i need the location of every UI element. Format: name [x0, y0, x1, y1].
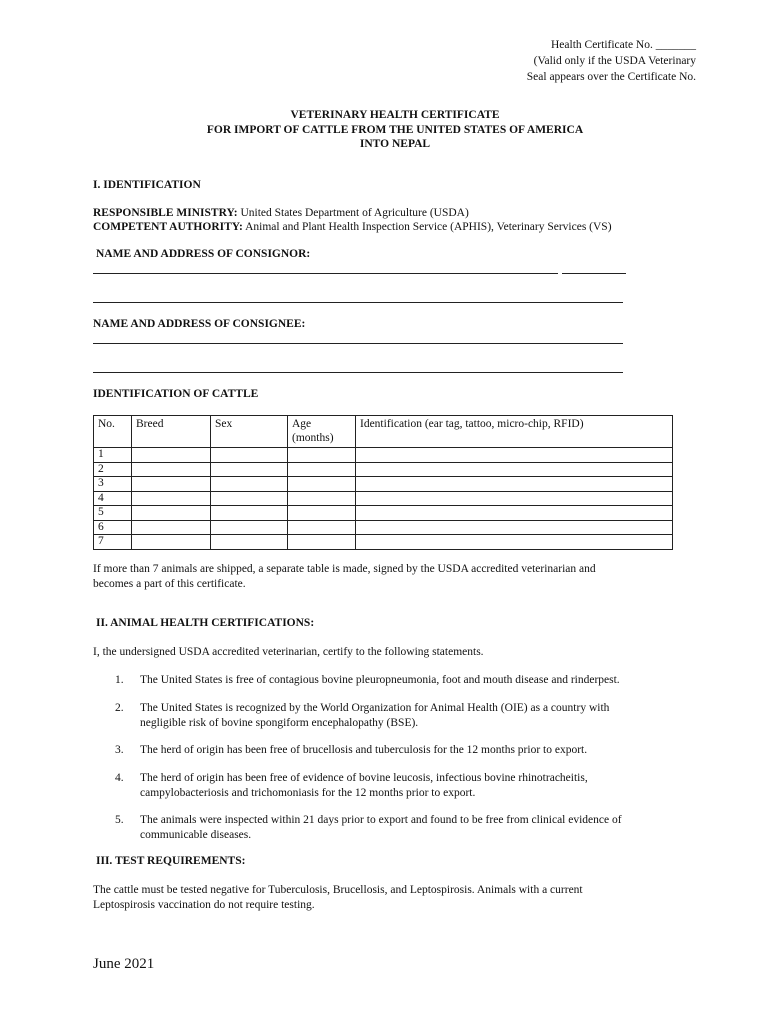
header-age	[288, 416, 356, 448]
section-2-heading: II. ANIMAL HEALTH CERTIFICATIONS:	[96, 617, 315, 629]
consignor-field-1a[interactable]	[93, 273, 558, 274]
table-row	[94, 477, 673, 492]
header-sex: Sex	[211, 416, 288, 448]
age-cell[interactable]	[288, 520, 356, 535]
authority-value: Animal and Plant Health Inspection Service (APHIS), Veterinary Services (VS)	[245, 221, 612, 233]
age-cell[interactable]	[288, 491, 356, 506]
title-line-1: VETERINARY HEALTH CERTIFICATE	[290, 109, 500, 121]
row-number: 5	[94, 506, 132, 521]
cattle-identification-label: IDENTIFICATION OF CATTLE	[93, 388, 259, 400]
identification-cell[interactable]	[356, 535, 673, 550]
ministry-label: RESPONSIBLE MINISTRY:	[93, 207, 238, 219]
section-3-heading: III. TEST REQUIREMENTS:	[96, 855, 246, 867]
consignor-field-2[interactable]	[93, 302, 623, 303]
validity-note-line: (Valid only if the USDA Veterinary	[533, 55, 696, 67]
row-number: 2	[94, 462, 132, 477]
sex-cell[interactable]	[211, 462, 288, 477]
certificate-number-line: Health Certificate No. _______	[551, 39, 696, 51]
table-row	[94, 462, 673, 477]
table-row	[94, 520, 673, 535]
item-number: 2.	[115, 702, 124, 714]
item-text-line-2: negligible risk of bovine spongiform encephalopathy (BSE).	[140, 716, 419, 729]
item-number: 5.	[115, 814, 124, 826]
test-line-2: Leptospirosis vaccination do not require testing.	[93, 898, 315, 911]
item-number: 4.	[115, 772, 124, 784]
header-breed: Breed	[132, 416, 211, 448]
item-text-line-1: The herd of origin has been free of brucellosis and tuberculosis for the 12 months prior to export.	[140, 744, 588, 756]
breed-cell[interactable]	[132, 535, 211, 550]
ministry-value: United States Department of Agriculture (USDA)	[240, 207, 469, 219]
consignor-label: NAME AND ADDRESS OF CONSIGNOR:	[96, 248, 311, 260]
row-number: 3	[94, 477, 132, 492]
item-text-line-2: communicable diseases.	[140, 828, 252, 841]
consignor-field-1b[interactable]	[562, 273, 626, 274]
item-text-line-1: The United States is recognized by the World Organization for Animal Health (OIE) as a country with	[140, 702, 610, 714]
item-text-line-1: The United States is free of contagious bovine pleuropneumonia, foot and mouth disease and rinderpest.	[140, 674, 620, 686]
breed-cell[interactable]	[132, 462, 211, 477]
consignee-field-1[interactable]	[93, 343, 623, 344]
item-number: 1.	[115, 674, 124, 686]
sex-cell[interactable]	[211, 477, 288, 492]
age-cell[interactable]	[288, 477, 356, 492]
additional-animals-note	[93, 562, 596, 591]
cattle-identification-table	[93, 415, 673, 550]
item-number: 3.	[115, 744, 124, 756]
sex-cell[interactable]	[211, 506, 288, 521]
row-number: 1	[94, 448, 132, 463]
item-text-line-1: The herd of origin has been free of evidence of bovine leucosis, infectious bovine rhinotracheitis,	[140, 772, 588, 784]
authority-label: COMPETENT AUTHORITY:	[93, 221, 243, 233]
table-row	[94, 506, 673, 521]
header-identification: Identification (ear tag, tattoo, micro-chip, RFID)	[356, 416, 673, 448]
item-text-line-2: campylobacteriosis and trichomoniasis for the 12 months prior to export.	[140, 786, 476, 799]
seal-note-line: Seal appears over the Certificate No.	[526, 71, 696, 83]
header-age-label: Age	[292, 418, 312, 430]
sex-cell[interactable]	[211, 448, 288, 463]
breed-cell[interactable]	[132, 506, 211, 521]
row-number: 6	[94, 520, 132, 535]
consignee-label: NAME AND ADDRESS OF CONSIGNEE:	[93, 318, 306, 330]
certificate-number-block	[527, 37, 696, 85]
age-cell[interactable]	[288, 448, 356, 463]
row-number: 4	[94, 491, 132, 506]
breed-cell[interactable]	[132, 477, 211, 492]
table-row	[94, 535, 673, 550]
item-text-line-1: The animals were inspected within 21 days prior to export and found to be free from clinical evidence of	[140, 814, 622, 826]
sex-cell[interactable]	[211, 491, 288, 506]
table-row	[94, 448, 673, 463]
footer-date: June 2021	[93, 956, 155, 972]
sex-cell[interactable]	[211, 535, 288, 550]
note-line-1: If more than 7 animals are shipped, a separate table is made, signed by the USDA accredited veterinarian and	[93, 563, 596, 575]
test-requirements-text	[93, 883, 583, 912]
table-row	[94, 491, 673, 506]
identification-cell[interactable]	[356, 477, 673, 492]
note-line-2: becomes a part of this certificate.	[93, 577, 246, 590]
header-age-unit: (months)	[292, 431, 334, 444]
identification-cell[interactable]	[356, 520, 673, 535]
breed-cell[interactable]	[132, 491, 211, 506]
certification-intro: I, the undersigned USDA accredited veterinarian, certify to the following statements.	[93, 646, 484, 658]
identification-cell[interactable]	[356, 448, 673, 463]
header-no: No.	[94, 416, 132, 448]
identification-cell[interactable]	[356, 491, 673, 506]
table-header-row	[94, 416, 673, 448]
breed-cell[interactable]	[132, 448, 211, 463]
authority-line	[93, 220, 612, 235]
consignee-field-2[interactable]	[93, 372, 623, 373]
age-cell[interactable]	[288, 506, 356, 521]
breed-cell[interactable]	[132, 520, 211, 535]
identification-cell[interactable]	[356, 506, 673, 521]
sex-cell[interactable]	[211, 520, 288, 535]
section-1-heading: I. IDENTIFICATION	[93, 179, 201, 191]
age-cell[interactable]	[288, 462, 356, 477]
row-number: 7	[94, 535, 132, 550]
ministry-line	[93, 206, 469, 221]
title-line-2: FOR IMPORT OF CATTLE FROM THE UNITED STATES OF AMERICA	[206, 123, 584, 136]
age-cell[interactable]	[288, 535, 356, 550]
title-line-3: INTO NEPAL	[359, 138, 431, 150]
test-line-1: The cattle must be tested negative for Tuberculosis, Brucellosis, and Leptospirosis. Animals with a current	[93, 884, 583, 896]
document-title	[0, 108, 770, 152]
identification-cell[interactable]	[356, 462, 673, 477]
